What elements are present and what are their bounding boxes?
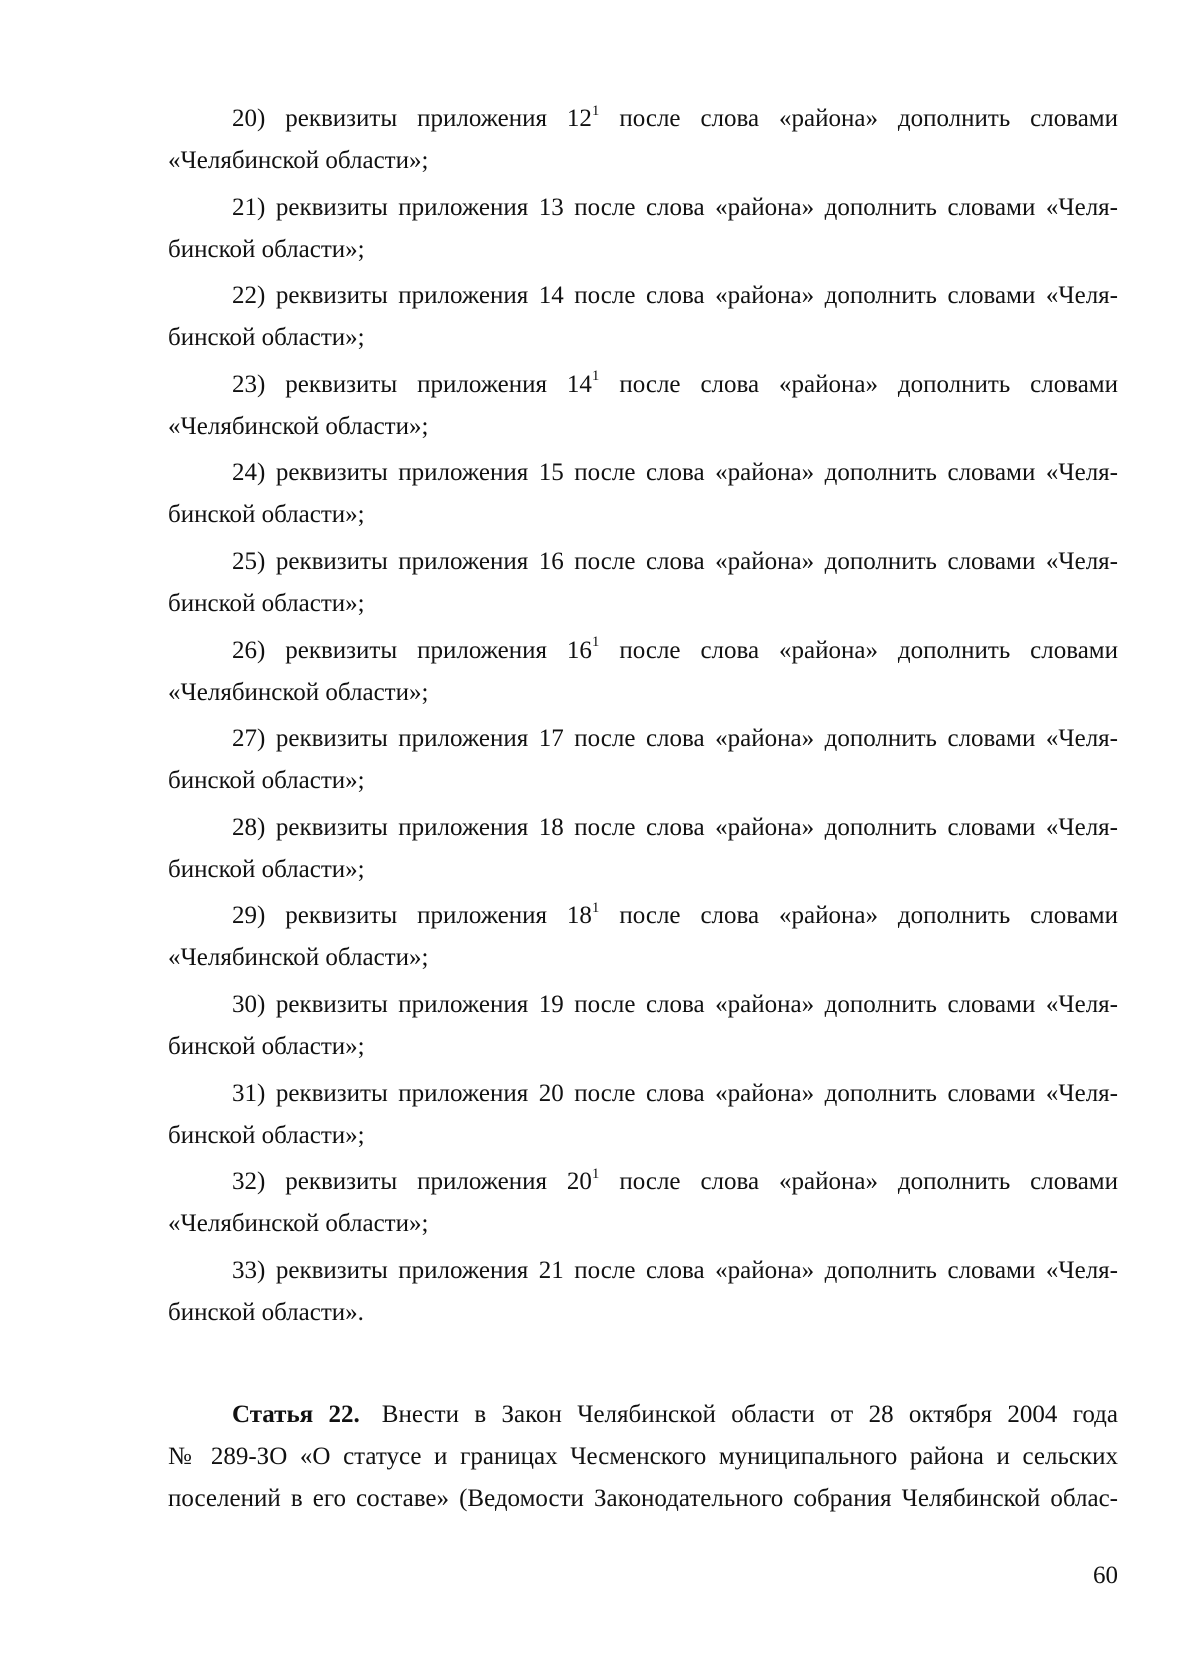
list-item-text-cont: после слова «района» дополнить словами [599, 1168, 1118, 1196]
list-item-line-1 [168, 275, 1118, 317]
list-item [168, 1250, 1118, 1334]
list-item-line-2: бинской области»; [168, 767, 365, 795]
list-item-line-2: «Челябинской области»; [168, 147, 429, 174]
list-item-text: 33) реквизиты приложения 21 после слова «района» дополнить словами «Челя- [232, 1256, 1118, 1284]
list-item-line-2: бинской области»; [168, 324, 365, 352]
list-item [168, 807, 1118, 891]
list-item [168, 452, 1118, 536]
list-item-line-1 [168, 364, 1118, 406]
superscript-index: 1 [591, 634, 600, 651]
list-item-line-2: бинской области»; [168, 235, 365, 263]
superscript-index: 1 [591, 1165, 600, 1182]
list-item-line-2: бинской области». [168, 1298, 364, 1326]
list-item [168, 1161, 1118, 1245]
list-item-line-1 [168, 718, 1118, 760]
article-line-1 [168, 1394, 1118, 1436]
list-item-line-2: «Челябинской области»; [168, 944, 429, 972]
list-item [168, 187, 1118, 271]
list-item [168, 275, 1118, 359]
list-item-text: 27) реквизиты приложения 17 после слова «района» дополнить словами «Челя- [232, 725, 1118, 753]
list-item [168, 895, 1118, 979]
list-item-line-2: бинской области»; [168, 1032, 365, 1060]
list-item-text-cont: после слова «района» дополнить словами [599, 902, 1118, 930]
list-item-line-2: «Челябинской области»; [168, 412, 429, 440]
list-item-text: 31) реквизиты приложения 20 после слова «района» дополнить словами «Челя- [232, 1079, 1118, 1107]
list-item-text: 24) реквизиты приложения 15 после слова «района» дополнить словами «Челя- [232, 459, 1118, 487]
superscript-index: 1 [591, 102, 600, 119]
list-item [168, 630, 1118, 714]
document-body [168, 98, 1118, 1520]
list-item-line-2: бинской области»; [168, 855, 365, 883]
list-item-line-1 [168, 895, 1118, 937]
article-line-2: № 289-ЗО «О статусе и границах Чесменского муниципального района и сельских [168, 1442, 1118, 1470]
superscript-index: 1 [591, 900, 600, 917]
list-item-text-cont: после слова «района» дополнить словами [599, 370, 1118, 398]
list-item-text: 22) реквизиты приложения 14 после слова «района» дополнить словами «Челя- [232, 282, 1118, 310]
list-item-line-1 [168, 1073, 1118, 1115]
list-item-line-1 [168, 98, 1118, 140]
list-item-text-cont: после слова «района» дополнить словами [599, 105, 1118, 132]
article-22 [168, 1394, 1118, 1520]
list-item [168, 984, 1118, 1068]
list-item-line-2: бинской области»; [168, 589, 365, 617]
list-item [168, 718, 1118, 802]
list-item [168, 364, 1118, 448]
list-item [168, 1073, 1118, 1157]
list-item-line-2: бинской области»; [168, 501, 365, 529]
list-item-text: 32) реквизиты приложения 20 [232, 1168, 592, 1196]
superscript-index: 1 [591, 368, 600, 385]
amendment-list [168, 98, 1118, 1334]
list-item-text: 20) реквизиты приложения 12 [232, 105, 592, 132]
list-item-text: 28) реквизиты приложения 18 после слова «района» дополнить словами «Челя- [232, 813, 1118, 841]
article-title: Статья 22. [232, 1400, 360, 1428]
list-item-text: 29) реквизиты приложения 18 [232, 902, 592, 930]
list-item-text: 23) реквизиты приложения 14 [232, 370, 592, 398]
list-item-line-1 [168, 1161, 1118, 1203]
list-item [168, 98, 1118, 182]
list-item-line-1 [168, 807, 1118, 849]
list-item-line-1 [168, 630, 1118, 672]
list-item [168, 541, 1118, 625]
list-item-line-1 [168, 452, 1118, 494]
list-item-text-cont: после слова «района» дополнить словами [599, 636, 1118, 664]
list-item-line-1 [168, 984, 1118, 1026]
list-item-line-1 [168, 187, 1118, 229]
list-item-line-2: бинской области»; [168, 1121, 365, 1149]
article-text-1: Внести в Закон Челябинской области от 28 октября 2004 года [381, 1400, 1118, 1428]
list-item-text: 26) реквизиты приложения 16 [232, 636, 592, 664]
list-item-text: 30) реквизиты приложения 19 после слова «района» дополнить словами «Челя- [232, 990, 1118, 1018]
list-item-line-2: «Челябинской области»; [168, 1210, 429, 1238]
list-item-text: 21) реквизиты приложения 13 после слова «района» дополнить словами «Челя- [232, 193, 1118, 221]
list-item-text: 25) реквизиты приложения 16 после слова «района» дополнить словами «Челя- [232, 547, 1118, 575]
article-line-3: поселений в его составе» (Ведомости Законодательного собрания Челябинской облас- [168, 1484, 1118, 1512]
page-number: 60 [1093, 1562, 1118, 1589]
list-item-line-1 [168, 541, 1118, 583]
list-item-line-2: «Челябинской области»; [168, 678, 429, 706]
list-item-line-1 [168, 1250, 1118, 1292]
